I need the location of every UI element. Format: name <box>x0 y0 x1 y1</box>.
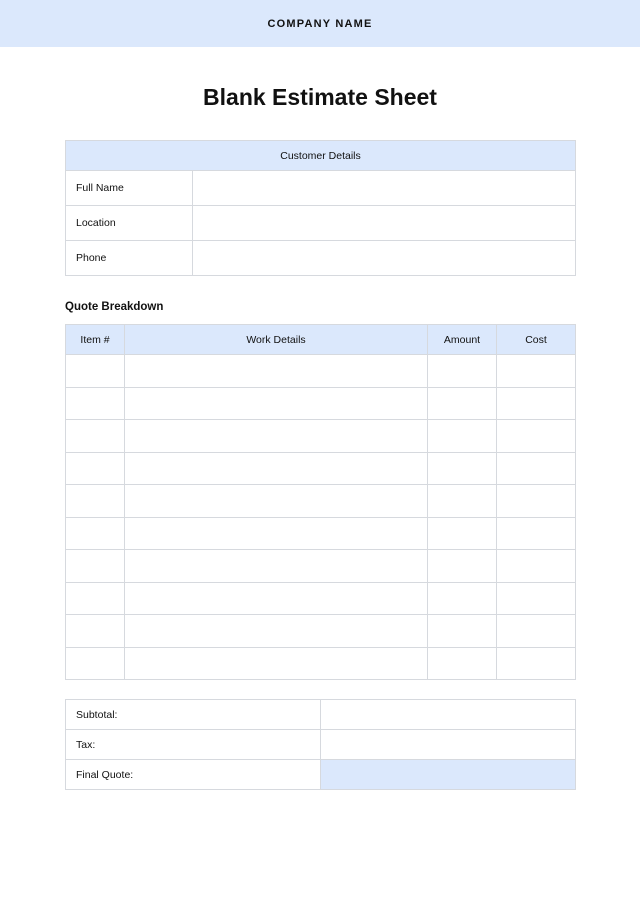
customer-details-heading: Customer Details <box>66 141 576 171</box>
amount-cell[interactable] <box>428 355 497 388</box>
cost-cell[interactable] <box>497 387 576 420</box>
customer-row-full-name <box>66 171 576 206</box>
cost-cell[interactable] <box>497 485 576 518</box>
final-quote-row <box>66 760 576 790</box>
amount-cell[interactable] <box>428 452 497 485</box>
cost-cell[interactable] <box>497 517 576 550</box>
item-number-cell[interactable] <box>66 420 125 453</box>
location-label: Location <box>66 206 193 241</box>
work-details-cell[interactable] <box>125 647 428 680</box>
amount-cell[interactable] <box>428 517 497 550</box>
amount-cell[interactable] <box>428 550 497 583</box>
customer-row-location <box>66 206 576 241</box>
quote-breakdown-label: Quote Breakdown <box>65 301 164 313</box>
work-details-cell[interactable] <box>125 615 428 648</box>
item-number-cell[interactable] <box>66 485 125 518</box>
work-details-cell[interactable] <box>125 550 428 583</box>
table-row <box>66 387 576 420</box>
amount-cell[interactable] <box>428 615 497 648</box>
cost-cell[interactable] <box>497 582 576 615</box>
phone-field[interactable] <box>193 241 576 276</box>
header-band <box>0 0 640 47</box>
cost-cell[interactable] <box>497 615 576 648</box>
final-quote-label: Final Quote: <box>66 760 321 790</box>
table-row <box>66 452 576 485</box>
amount-cell[interactable] <box>428 582 497 615</box>
table-row <box>66 615 576 648</box>
totals-table <box>65 699 576 790</box>
amount-cell[interactable] <box>428 420 497 453</box>
customer-row-phone <box>66 241 576 276</box>
tax-field[interactable] <box>321 730 576 760</box>
table-row <box>66 582 576 615</box>
amount-cell[interactable] <box>428 485 497 518</box>
table-row <box>66 647 576 680</box>
work-details-cell[interactable] <box>125 355 428 388</box>
company-name: COMPANY NAME <box>267 17 373 30</box>
item-number-cell[interactable] <box>66 550 125 583</box>
quote-breakdown-table <box>65 324 576 680</box>
cost-cell[interactable] <box>497 452 576 485</box>
item-number-cell[interactable] <box>66 647 125 680</box>
column-header-item-number: Item # <box>66 325 125 355</box>
item-number-cell[interactable] <box>66 387 125 420</box>
work-details-cell[interactable] <box>125 420 428 453</box>
item-number-cell[interactable] <box>66 615 125 648</box>
work-details-cell[interactable] <box>125 452 428 485</box>
tax-label: Tax: <box>66 730 321 760</box>
work-details-cell[interactable] <box>125 582 428 615</box>
cost-cell[interactable] <box>497 550 576 583</box>
table-row <box>66 420 576 453</box>
subtotal-row <box>66 700 576 730</box>
column-header-work-details: Work Details <box>125 325 428 355</box>
cost-cell[interactable] <box>497 355 576 388</box>
item-number-cell[interactable] <box>66 355 125 388</box>
table-row <box>66 485 576 518</box>
subtotal-label: Subtotal: <box>66 700 321 730</box>
work-details-cell[interactable] <box>125 485 428 518</box>
location-field[interactable] <box>193 206 576 241</box>
subtotal-field[interactable] <box>321 700 576 730</box>
table-row <box>66 550 576 583</box>
item-number-cell[interactable] <box>66 452 125 485</box>
cost-cell[interactable] <box>497 647 576 680</box>
amount-cell[interactable] <box>428 387 497 420</box>
column-header-amount: Amount <box>428 325 497 355</box>
final-quote-field[interactable] <box>321 760 576 790</box>
work-details-cell[interactable] <box>125 387 428 420</box>
amount-cell[interactable] <box>428 647 497 680</box>
column-header-cost: Cost <box>497 325 576 355</box>
item-number-cell[interactable] <box>66 517 125 550</box>
full-name-field[interactable] <box>193 171 576 206</box>
phone-label: Phone <box>66 241 193 276</box>
work-details-cell[interactable] <box>125 517 428 550</box>
full-name-label: Full Name <box>66 171 193 206</box>
table-row <box>66 355 576 388</box>
document-title: Blank Estimate Sheet <box>203 84 437 110</box>
customer-details-table <box>65 140 576 276</box>
cost-cell[interactable] <box>497 420 576 453</box>
tax-row <box>66 730 576 760</box>
table-row <box>66 517 576 550</box>
item-number-cell[interactable] <box>66 582 125 615</box>
